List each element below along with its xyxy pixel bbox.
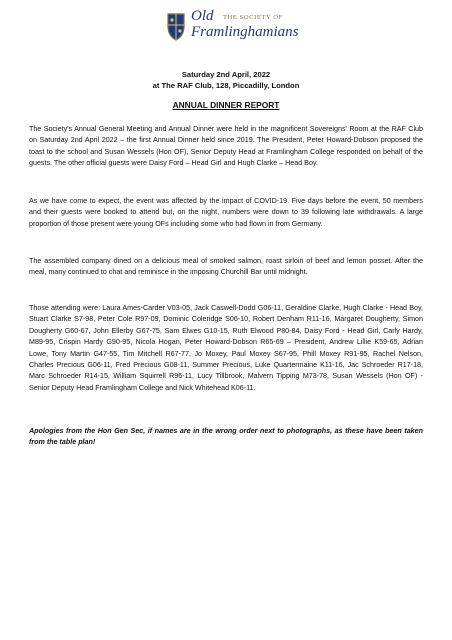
logo-framlinghamians-text: Framlinghamians <box>191 24 299 40</box>
logo-old-text: Old <box>191 8 214 24</box>
apologies-paragraph: Apologies from the Hon Gen Sec, if names are in the wrong order next to photographs, as these have been taken from the table plan! <box>29 427 423 447</box>
intro-paragraph: The Society's Annual General Meeting and Annual Dinner were held in the magnificent Sovereigns' Room at the RAF Club on Saturday 2nd April 2022 – the first Annual Dinner held since 2019. The President, Peter Howard-Dobson proposed the toast to the school and Susan Wessels (Hon OF), Senior Deputy Head at Framlingham College responded on behalf of the guests. The other official guests were Daisy Ford – Head Girl and Hugh Clarke – Head Boy. <box>29 125 423 168</box>
society-logo <box>165 10 340 46</box>
event-date: Saturday 2nd April, 2022 <box>181 70 271 79</box>
covid-paragraph: As we have come to expect, the event was affected by the impact of COVID-19. Five days before the event, 50 members and their guests were booked to attend but, on the night, numbers were down to 39 following late withdrawals. A large proportion of those present were young OFs including some who had flown in from Germany. <box>29 197 423 228</box>
attendees-paragraph: Those attending were: Laura Ames-Carder V03-05, Jack Caswell-Dodd G06-11, Geraldine Clarke, Hugh Clarke - Head Boy, Stuart Clarke S7-98, Peter Cole R97-09, Dominic Coleridge S06-10, Robert Denham R11-16, Margaret Dougherty, Simon Dougherty G60-67, John Ellerby G67-75, Sam Elwes G10-15, Ruth Elwood P80-84, Daisy Ford - Head Girl, Carly Hardy, M89-95, Crispin Hardy G90-95, Nicola Hogan, Peter Howard-Dobson R65-69 – President, Andrew Lillie K59-65, Adrian Lowe, Tony Martin G47-55, Tim Mitchell R67-77, Jo Moxey, Paul Moxey S67-95, Phill Moxey R91-95, Rachel Nelson, Charles Precious G06-11, Fred Precious G08-11, Summer Precious, Luke Quartermaine K11-16, Jac Schroeder R17-18, Marc Schroeder R14-15, William Squirrell R96-11, Lucy Tillbrook, Malvern Tipping M73-78, Susan Wessels (Hon OF) - Senior Deputy Head Framlingham College and Nick Whitehead K06-11. <box>29 304 423 392</box>
report-title: ANNUAL DINNER REPORT <box>172 100 280 110</box>
logo-society-text: THE SOCIETY OF <box>223 14 283 21</box>
event-venue: at The RAF Club, 128, Piccadilly, London <box>152 81 300 90</box>
dinner-paragraph: The assembled company dined on a delicious meal of smoked salmon, roast sirloin of beef and lemon posset. After the meal, many continued to chat and reminisce in the imposing Churchill Bar until midnight. <box>29 257 423 277</box>
crest-icon <box>165 10 187 42</box>
